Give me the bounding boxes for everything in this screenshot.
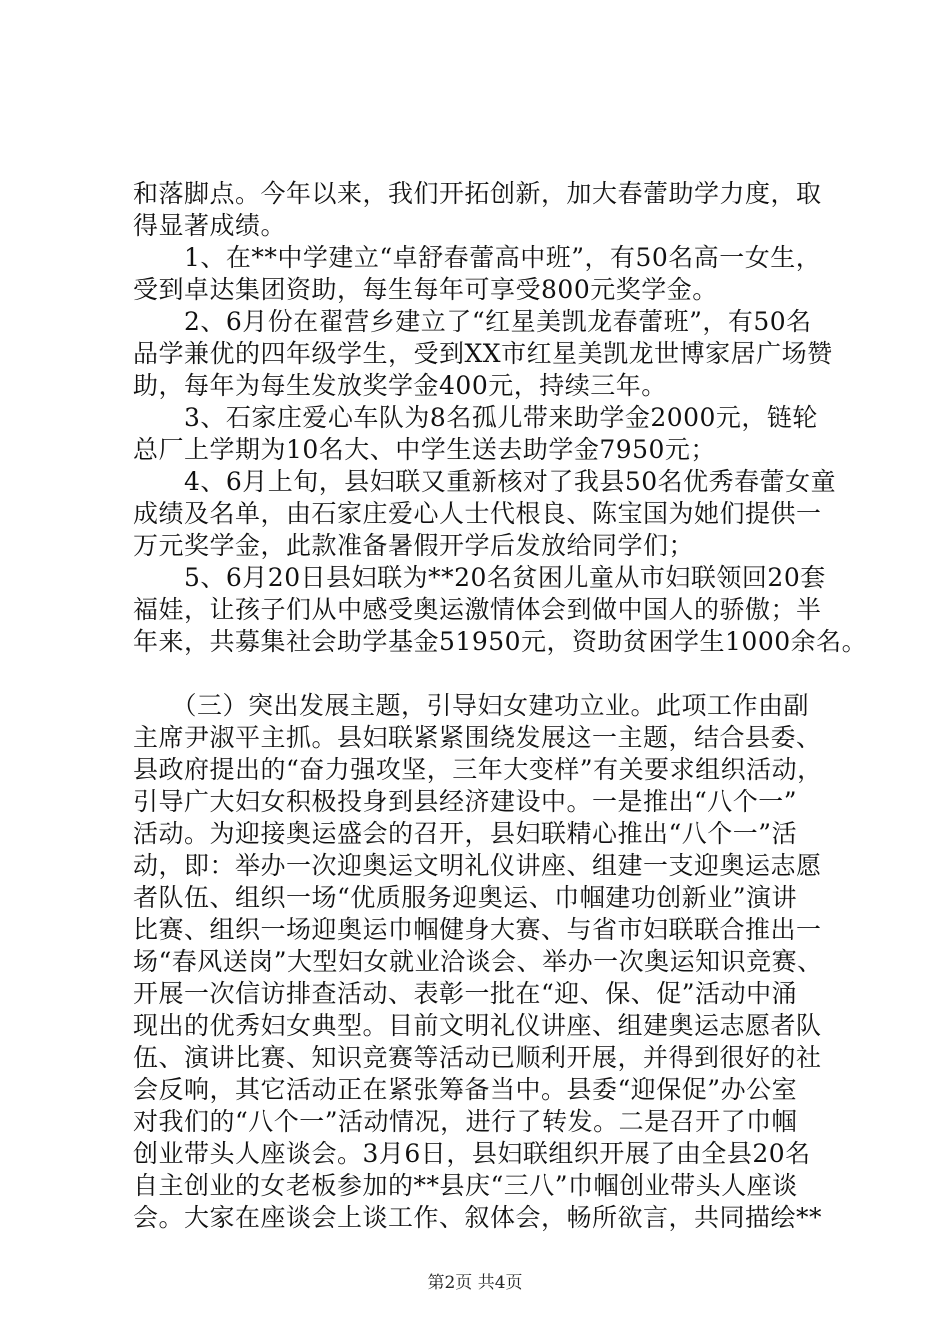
body-text-line: 会。大家在座谈会上谈工作、叙体会，畅所欲言，共同描绘** [133, 1203, 823, 1232]
body-text-line: 对我们的“八个一”活动情况，进行了转发。二是召开了巾帼 [133, 1107, 798, 1136]
body-text-line: 1、在**中学建立“卓舒春蕾高中班”，有50名高一女生， [133, 243, 822, 272]
body-text-line: 伍、演讲比赛、知识竞赛等活动已顺利开展，并得到很好的社 [133, 1043, 822, 1072]
body-text-line: 场“春风送岗”大型妇女就业洽谈会、举办一次奥运知识竞赛、 [133, 947, 823, 976]
page-footer: 第2页 共4页 [427, 1273, 523, 1293]
body-text-line: 成绩及名单，由石家庄爱心人士代根良、陈宝国为她们提供一 [133, 499, 822, 528]
body-text-line: 得显著成绩。 [133, 211, 287, 240]
body-text-line: 者队伍、组织一场“优质服务迎奥运、巾帼建功创新业”演讲 [133, 883, 798, 912]
body-text-line: 5、6月20日县妇联为**20名贫困儿童从市妇联领回20套 [133, 563, 826, 592]
body-text-line: 年来，共募集社会助学基金51950元，资助贫困学生1000余名。 [133, 627, 868, 656]
body-text-line: （三）突出发展主题，引导妇女建功立业。此项工作由副 [133, 691, 810, 720]
body-text-line: 活动。为迎接奥运盛会的召开，县妇联精心推出“八个一”活 [133, 819, 798, 848]
body-text-line: 会反响，其它活动正在紧张筹备当中。县委“迎保促”办公室 [133, 1075, 798, 1104]
body-text-line: 3、石家庄爱心车队为8名孤儿带来助学金2000元，链轮 [133, 403, 818, 432]
body-text-line: 自主创业的女老板参加的**县庆“三八”巾帼创业带头人座谈 [133, 1171, 798, 1200]
body-text-line: 县政府提出的“奋力强攻坚，三年大变样”有关要求组织活动， [133, 755, 823, 784]
body-text-line: 受到卓达集团资助，每生每年可享受800元奖学金。 [133, 275, 718, 304]
body-text-line: 4、6月上旬，县妇联又重新核对了我县50名优秀春蕾女童 [133, 467, 837, 496]
body-text-line: 万元奖学金，此款准备暑假开学后发放给同学们； [133, 531, 695, 560]
body-text-line: 引导广大妇女积极投身到县经济建设中。一是推出“八个一” [133, 787, 798, 816]
body-text-line: 比赛、组织一场迎奥运巾帼健身大赛、与省市妇联联合推出一 [133, 915, 822, 944]
body-text-line: 现出的优秀妇女典型。目前文明礼仪讲座、组建奥运志愿者队 [133, 1011, 822, 1040]
body-text-line: 助，每年为每生发放奖学金400元，持续三年。 [133, 371, 667, 400]
body-text-line: 总厂上学期为10名大、中学生送去助学金7950元； [133, 435, 716, 464]
body-text-line: 福娃，让孩子们从中感受奥运激情体会到做中国人的骄傲；半 [133, 595, 822, 624]
body-text-line: 和落脚点。今年以来，我们开拓创新，加大春蕾助学力度，取 [133, 179, 822, 208]
body-text-line: 创业带头人座谈会。3月6日，县妇联组织开展了由全县20名 [133, 1139, 811, 1168]
body-text-line: 品学兼优的四年级学生，受到XX市红星美凯龙世博家居广场赞 [133, 339, 833, 368]
body-text-line: 主席尹淑平主抓。县妇联紧紧围绕发展这一主题，结合县委、 [133, 723, 822, 752]
body-text-line: 开展一次信访排查活动、表彰一批在“迎、保、促”活动中涌 [133, 979, 798, 1008]
body-text-line: 动，即：举办一次迎奥运文明礼仪讲座、组建一支迎奥运志愿 [133, 851, 822, 880]
body-text-line: 2、6月份在翟营乡建立了“红星美凯龙春蕾班”，有50名 [133, 307, 812, 336]
